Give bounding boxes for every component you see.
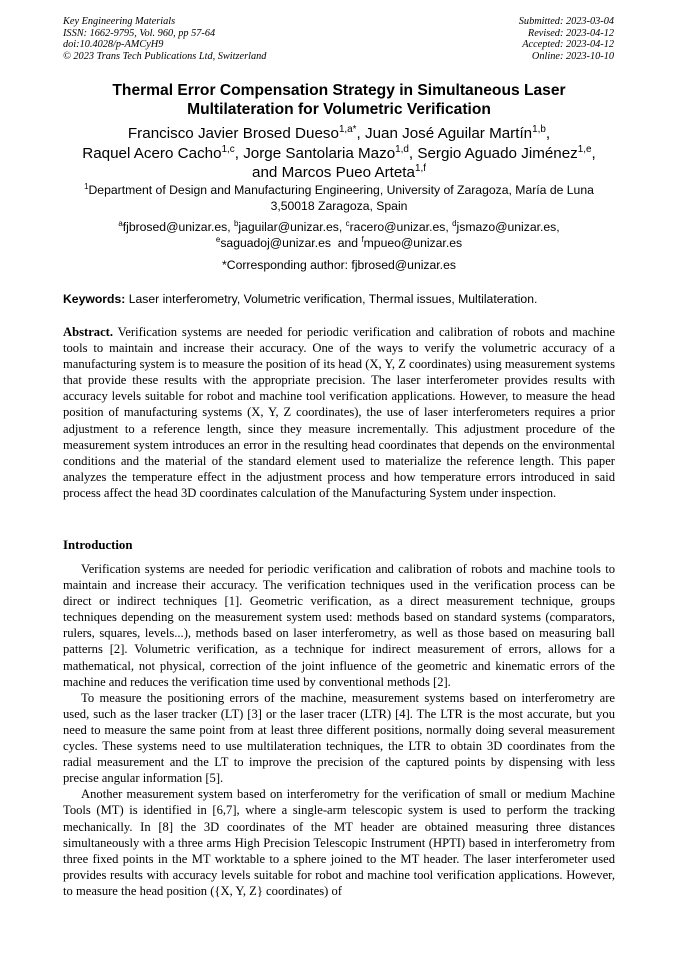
paragraph: To measure the positioning errors of the machine, measurement systems based on interferometry are used, such as the laser tracker (LT) [3] or the laser tracer (LTR) [4]. The LTR is the most accurate, but you need to measure the same point from at least three different positions, normally doing several measurement cycles. These systems need to use multilateration techniques, the LTR to obtain 3D coordinates from the radial measurement and the LT to improve the precision of the captured points by dispensing with less precise angular information [5]. bbox=[63, 690, 615, 786]
email[interactable]: $^f$mpueo@unizar.es bbox=[361, 234, 463, 250]
email-list: $^a$fjbrosed@unizar.es, $^b$jaguilar@unizar.es, $^c$racero@unizar.es, $^d$jsmazo@unizar.es, $^e$saguadoj@unizar.es and $^f$mpueo@unizar.es bbox=[118, 218, 560, 250]
email[interactable]: $^e$saguadoj@unizar.es bbox=[215, 234, 331, 250]
paper-title: Thermal Error Compensation Strategy in Simultaneous Laser Multilateration for Volumetric Verification bbox=[112, 82, 566, 118]
abstract-label: Abstract. bbox=[63, 325, 114, 339]
author-list bbox=[63, 124, 615, 183]
journal-info bbox=[63, 16, 266, 62]
copyright: © 2023 Trans Tech Publications Ltd, Switzerland bbox=[63, 50, 267, 62]
corresponding-author: *Corresponding author: fjbrosed@unizar.es bbox=[222, 258, 456, 272]
affiliation: $^1$Department of Design and Manufacturing Engineering, University of Zaragoza, María de Luna 3,50018 Zaragoza, Spain bbox=[84, 181, 594, 213]
issn: ISSN: 1662-9795, Vol. 960, pp 57-64 bbox=[63, 27, 216, 39]
section-heading-introduction: Introduction bbox=[63, 538, 133, 552]
online-date: Online: 2023-10-10 bbox=[531, 50, 614, 62]
email[interactable]: $^a$fjbrosed@unizar.es bbox=[118, 218, 228, 234]
email[interactable]: $^b$jaguilar@unizar.es bbox=[234, 218, 339, 234]
journal-name: Key Engineering Materials bbox=[63, 16, 176, 27]
author: Francisco Javier Brosed Dueso$^{1,a*}$, bbox=[127, 123, 365, 142]
email[interactable]: $^d$jsmazo@unizar.es bbox=[452, 218, 557, 234]
author: Jorge Santolaria Mazo$^{1,d}$, bbox=[243, 143, 418, 162]
dates-info bbox=[519, 16, 614, 62]
author: and Marcos Pueo Arteta$^{1,f}$ bbox=[252, 162, 426, 181]
revised-date: Revised: 2023-04-12 bbox=[527, 27, 614, 39]
author: Sergio Aguado Jiménez$^{1,e}$, bbox=[417, 143, 596, 162]
doi: doi:10.4028/p-AMCyH9 bbox=[63, 39, 164, 51]
author: Juan José Aguilar Martín$^{1,b}$, bbox=[364, 123, 551, 142]
email[interactable]: $^c$racero@unizar.es bbox=[345, 218, 446, 234]
submitted-date: Submitted: 2023-03-04 bbox=[518, 16, 614, 27]
keywords: Keywords: Laser interferometry, Volumetric verification, Thermal issues, Multilateration. bbox=[63, 292, 538, 306]
accepted-date: Accepted: 2023-04-12 bbox=[522, 39, 614, 51]
introduction-body bbox=[63, 561, 615, 899]
paragraph: Another measurement system based on interferometry for the verification of small or medium Machine Tools (MT) is identified in [6,7], where a single-arm telescopic system is used to perform the tracking mechanically. In [8] the 3D coordinates of the MT header are obtained measuring three distances simultaneously with a three arms High Precision Telescopic Instrument (HPTI) based in interferometry from three fixed points in the MT worktable to a sphere joined to the MT header. The laser interferometer used provides results with accuracy levels suitable for robot and machine tool verification applications. However, to measure the head position ({X, Y, Z} coordinates) of bbox=[63, 787, 615, 898]
abstract: Abstract. Verification systems are needed for periodic verification and calibration of robots and machine tools to maintain and increase their accuracy. One of the ways to verify the volumetric accuracy of a manufacturing system is to measure the position of its head (X, Y, Z coordinates) using measurement systems that provide these results with the appropriate precision. The laser interferometer provides results with accuracy levels suitable for robot and machine tool verification applications. However, to measure the head position of manufacturing systems (X, Y, Z coordinates), the use of laser interferometers requires a prior adjustment to a reference length, since they measure incrementally. This adjustment procedure of the measurement system introduces an error in the resulting head coordinates that depends on the environmental conditions and the material of the standard element used to materialize the reference length. This paper analyzes the temperature effect in the adjustment process and how temperature errors introduced in said process affect the head 3D coordinates calculation of the Manufacturing System under inspection. bbox=[63, 325, 615, 500]
author: Raquel Acero Cacho$^{1,c}$, bbox=[82, 143, 244, 162]
paragraph: Verification systems are needed for periodic verification and calibration of robots and machine tools to maintain and increase their accuracy. The verification techniques used in the verification process can be direct or indirect techniques [1]. Geometric verification, as a direct measurement technique, groups techniques depending on the measurement system used: methods based on standard systems (comparators, rulers, squares, levels...), methods based on laser interferometry, as well as those based on measuring ball patterns [2]. Volumetric verification, as a technique for indirect measurement of errors, allows for a mathematical, not physical, correction of the joint influence of the geometric and kinematic errors of the machine and reduces the verification time used by conventional methods [2]. bbox=[63, 562, 615, 689]
